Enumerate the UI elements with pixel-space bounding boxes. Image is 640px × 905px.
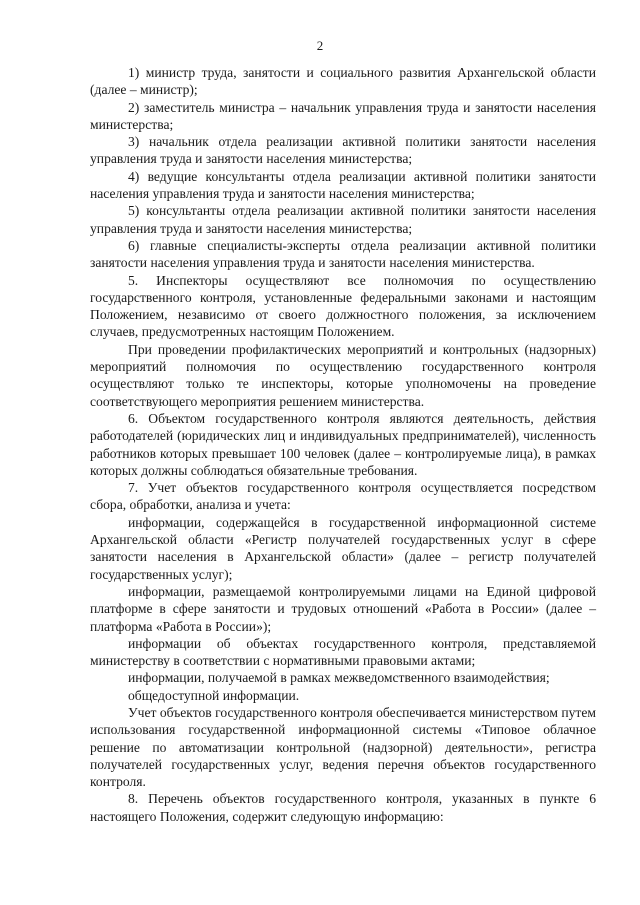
paragraph: 5) консультанты отдела реализации активной политики занятости населения управления труда и занятости населения министерства; [90,203,596,236]
paragraph: информации, получаемой в рамках межведомственного взаимодействия; [128,670,550,686]
paragraph: 7. Учет объектов государственного контроля осуществляется посредством сбора, обработки, анализа и учета: [90,480,596,513]
paragraph: общедоступной информации. [128,687,300,703]
paragraph: информации, размещаемой контролируемыми лицами на Единой цифровой платформе в сфере занятости и трудовых отношений «Работа в России» (далее – платформа «Работа в России»); [90,583,596,634]
paragraph: При проведении профилактических мероприятий и контрольных (надзорных) мероприятий полномочия по осуществлению государственного контроля осуществляют только те инспекторы, которые уполномочены на проведение соответствующего мероприятия решением министерства. [90,341,596,409]
paragraph: 1) министр труда, занятости и социального развития Архангельской области (далее – министр); [90,65,596,98]
paragraph: 4) ведущие консультанты отдела реализации активной политики занятости населения управления труда и занятости населения министерства; [90,168,596,202]
paragraph: 2) заместитель министра – начальник управления труда и занятости населения министерства; [90,99,596,132]
page-number: 2 [316,38,324,53]
paragraph: 6) главные специалисты-эксперты отдела реализации активной политики занятости населения управления труда и занятости населения министерства. [90,237,596,271]
paragraph: 8. Перечень объектов государственного контроля, указанных в пункте 6 настоящего Положения, содержит следующую информацию: [90,791,596,824]
paragraph: Учет объектов государственного контроля обеспечивается министерством путем использования государственной информационной системы «Типовое облачное решение по автоматизации контрольной (надзорной) деятельности», регистра получателей государственных услуг, ведения перечня объектов государственного контроля. [90,704,596,790]
paragraph: 6. Объектом государственного контроля являются деятельность, действия работодателей (юридических лиц и индивидуальных предпринимателей), численность работников которых превышает 100 человек (далее – контролируемые лица), в рамках которых должны соблюдаться обязательные требования. [90,410,596,478]
paragraph: 5. Инспекторы осуществляют все полномочия по осуществлению государственного контроля, установленные федеральными законами и настоящим Положением, независимо от своего должностного положения, за исключением случаев, предусмотренных настоящим Положением. [90,272,596,340]
document-body [90,64,596,825]
paragraph: 3) начальник отдела реализации активной политики занятости населения управления труда и занятости населения министерства; [90,134,596,167]
paragraph: информации об объектах государственного контроля, представляемой министерству в соответствии с нормативными правовыми актами; [90,635,596,669]
paragraph: информации, содержащейся в государственной информационной системе Архангельской области «Регистр получателей государственных услуг в сфере занятости населения в Архангельской области» (далее – регистр получателей государственных услуг); [90,514,596,582]
